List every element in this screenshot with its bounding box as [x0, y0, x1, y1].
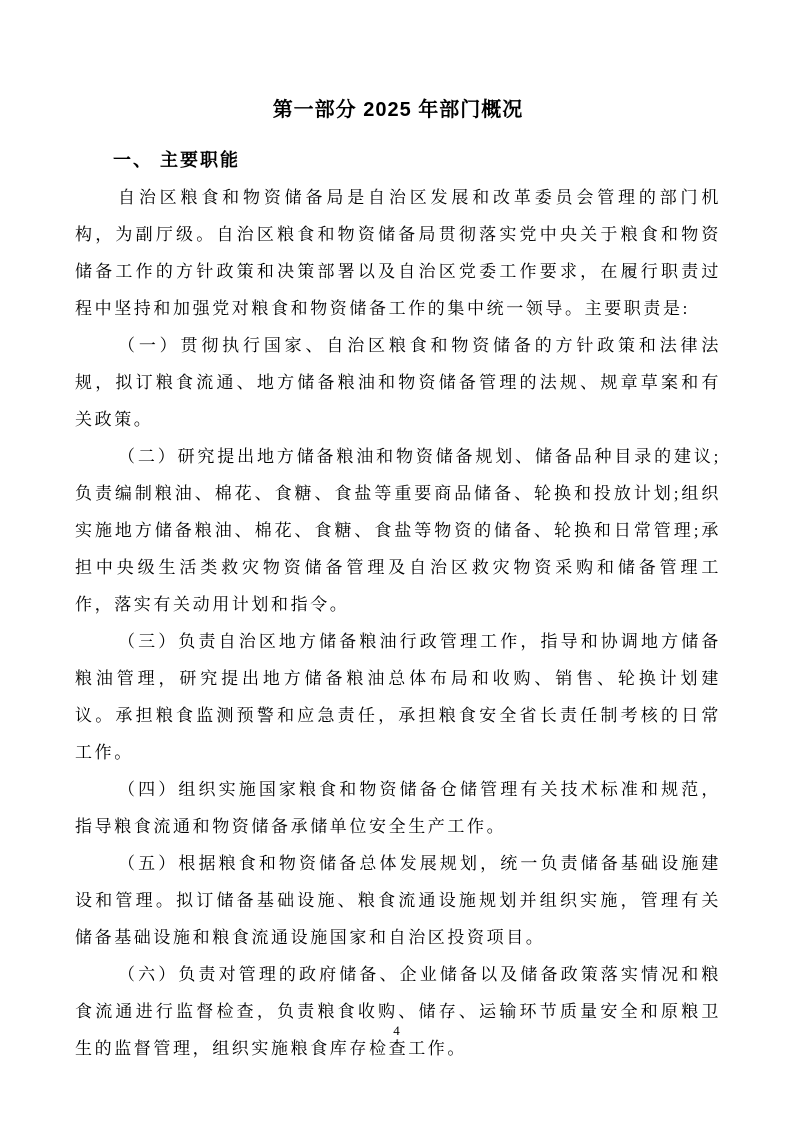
paragraph-duty-6: （六）负责对管理的政府储备、企业储备以及储备政策落实情况和粮食流通进行监督检查，负责粮食收购、储存、运输环节质量安全和原粮卫生的监督管理，组织实施粮食库存检查工作。 — [75, 965, 721, 1058]
section-heading: 一、 主要职能 — [113, 150, 241, 170]
paragraph-duty-4: （四）组织实施国家粮食和物资储备仓储管理有关技术标准和规范，指导粮食流通和物资储备承储单位安全生产工作。 — [75, 780, 721, 836]
paragraph-duty-1: （一）贯彻执行国家、自治区粮食和物资储备的方针政策和法律法规，拟订粮食流通、地方储备粮油和物资储备管理的法规、规章草案和有关政策。 — [75, 336, 721, 429]
body-text — [75, 179, 721, 1067]
paragraph-duty-3: （三）负责自治区地方储备粮油行政管理工作，指导和协调地方储备粮油管理，研究提出地方储备粮油总体布局和收购、销售、轮换计划建议。承担粮食监测预警和应急责任，承担粮食安全省长责任制考核的日常工作。 — [75, 632, 721, 762]
paragraph-duty-5: （五）根据粮食和物资储备总体发展规划，统一负责储备基础设施建设和管理。拟订储备基础设施、粮食流通设施规划并组织实施，管理有关储备基础设施和粮食流通设施国家和自治区投资项目。 — [75, 854, 721, 947]
paragraph-intro: 自治区粮食和物资储备局是自治区发展和改革委员会管理的部门机构，为副厅级。自治区粮食和物资储备局贯彻落实党中央关于粮食和物资储备工作的方针政策和决策部署以及自治区党委工作要求，在履行职责过程中坚持和加强党对粮食和物资储备工作的集中统一领导。主要职责是: — [75, 188, 721, 318]
document-content — [75, 0, 721, 1067]
paragraph-duty-2: （二）研究提出地方储备粮油和物资储备规划、储备品种目录的建议;负责编制粮油、棉花、食糖、食盐等重要商品储备、轮换和投放计划;组织实施地方储备粮油、棉花、食糖、食盐等物资的储备、轮换和日常管理;承担中央级生活类救灾物资储备管理及自治区救灾物资采购和储备管理工作，落实有关动用计划和指令。 — [75, 447, 721, 614]
document-title: 第一部分 2025 年部门概况 — [272, 99, 524, 121]
page-number: 4 — [393, 1023, 400, 1038]
